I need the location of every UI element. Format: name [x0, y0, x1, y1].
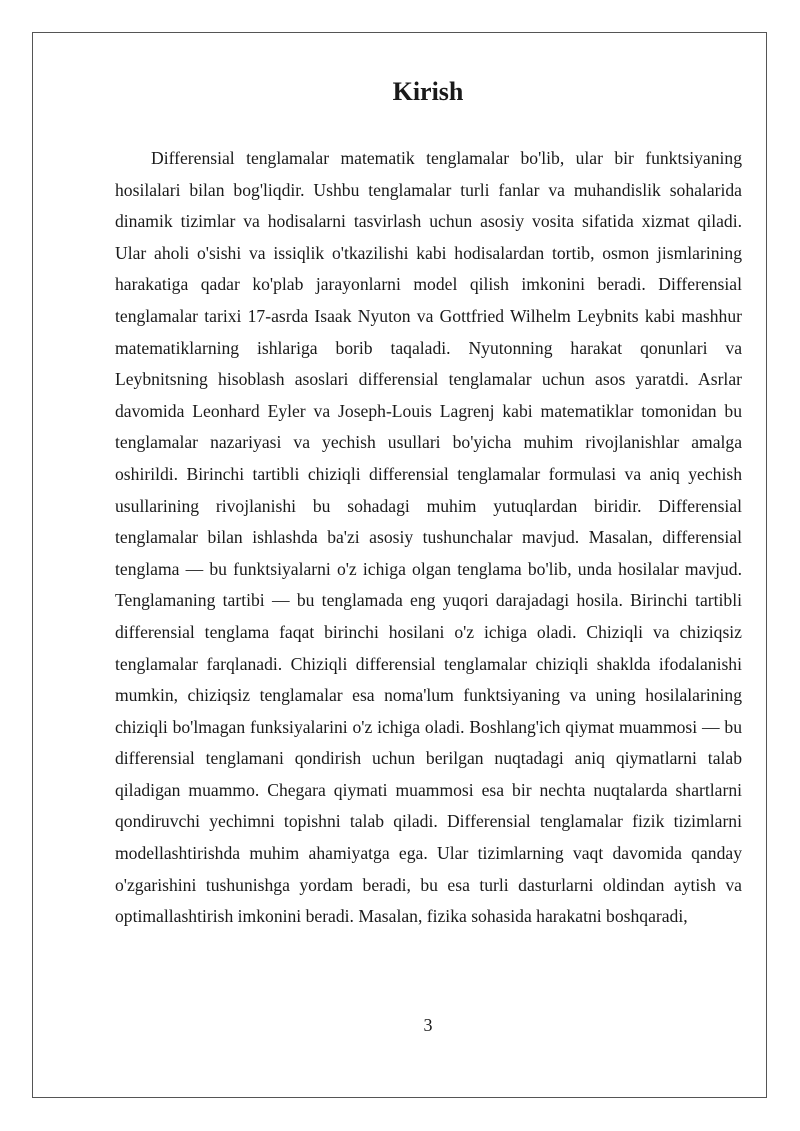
page-number: 3 [423, 1015, 433, 1035]
page-title: Kirish [392, 77, 464, 106]
body-paragraph: Differensial tenglamalar matematik tenglamalar bo'lib, ular bir funktsiyaning hosilalari bilan bog'liqdir. Ushbu tenglamalar turli fanlar va muhandislik sohalarida dinamik tizimlar va hodisalarni tasvirlash uchun asosiy vosita sifatida xizmat qiladi. Ular aholi o'sishi va issiqlik o'tkazilishi kabi hodisalardan tortib, osmon jismlarining harakatiga qadar ko'plab jarayonlarni model qilish imkonini beradi. Differensial tenglamalar tarixi 17-asrda Isaak Nyuton va Gottfried Wilhelm Leybnits kabi mashhur matematiklarning ishlariga borib taqaladi. Nyutonning harakat qonunlari va Leybnitsning hisoblash asoslari differensial tenglamalar uchun asos yaratdi. Asrlar davomida Leonhard Eyler va Joseph-Louis Lagrenj kabi matematiklar tomonidan bu tenglamalar nazariyasi va yechish usullari bo'yicha muhim rivojlanishlar amalga oshirildi. Birinchi tartibli chiziqli differensial tenglamalar formulasi va aniq yechish usullarining rivojlanishi bu sohadagi muhim yutuqlardan biridir. Differensial tenglamalar bilan ishlashda ba'zi asosiy tushunchalar mavjud. Masalan, differensial tenglama — bu funktsiyalarni o'z ichiga olgan tenglama bo'lib, unda hosilalar mavjud. Tenglamaning tartibi — bu tenglamada eng yuqori darajadagi hosila. Birinchi tartibli differensial tenglama faqat birinchi hosilani o'z ichiga oladi. Chiziqli va chiziqsiz tenglamalar farqlanadi. Chiziqli differensial tenglamalar chiziqli shaklda ifodalanishi mumkin, chiziqsiz tenglamalar esa noma'lum funktsiyaning va uning hosilalarining chiziqli bo'lmagan funksiyalarini o'z ichiga oladi. Boshlang'ich qiymat muammosi — bu differensial tenglamani qondirish uchun berilgan nuqtadagi aniq qiymatlarni talab qiladigan muammo. Chegara qiymati muammosi esa bir nechta nuqtalarda shartlarni qondiruvchi yechimni topishni talab qiladi. Differensial tenglamalar fizik tizimlarni modellashtirishda muhim ahamiyatga ega. Ular tizimlarning vaqt davomida qanday o'zgarishini tushunishga yordam beradi, bu esa turli dasturlarni oldindan aytish va optimallashtirish imkonini beradi. Masalan, fizika sohasida harakatni boshqaradi, [115, 148, 742, 927]
